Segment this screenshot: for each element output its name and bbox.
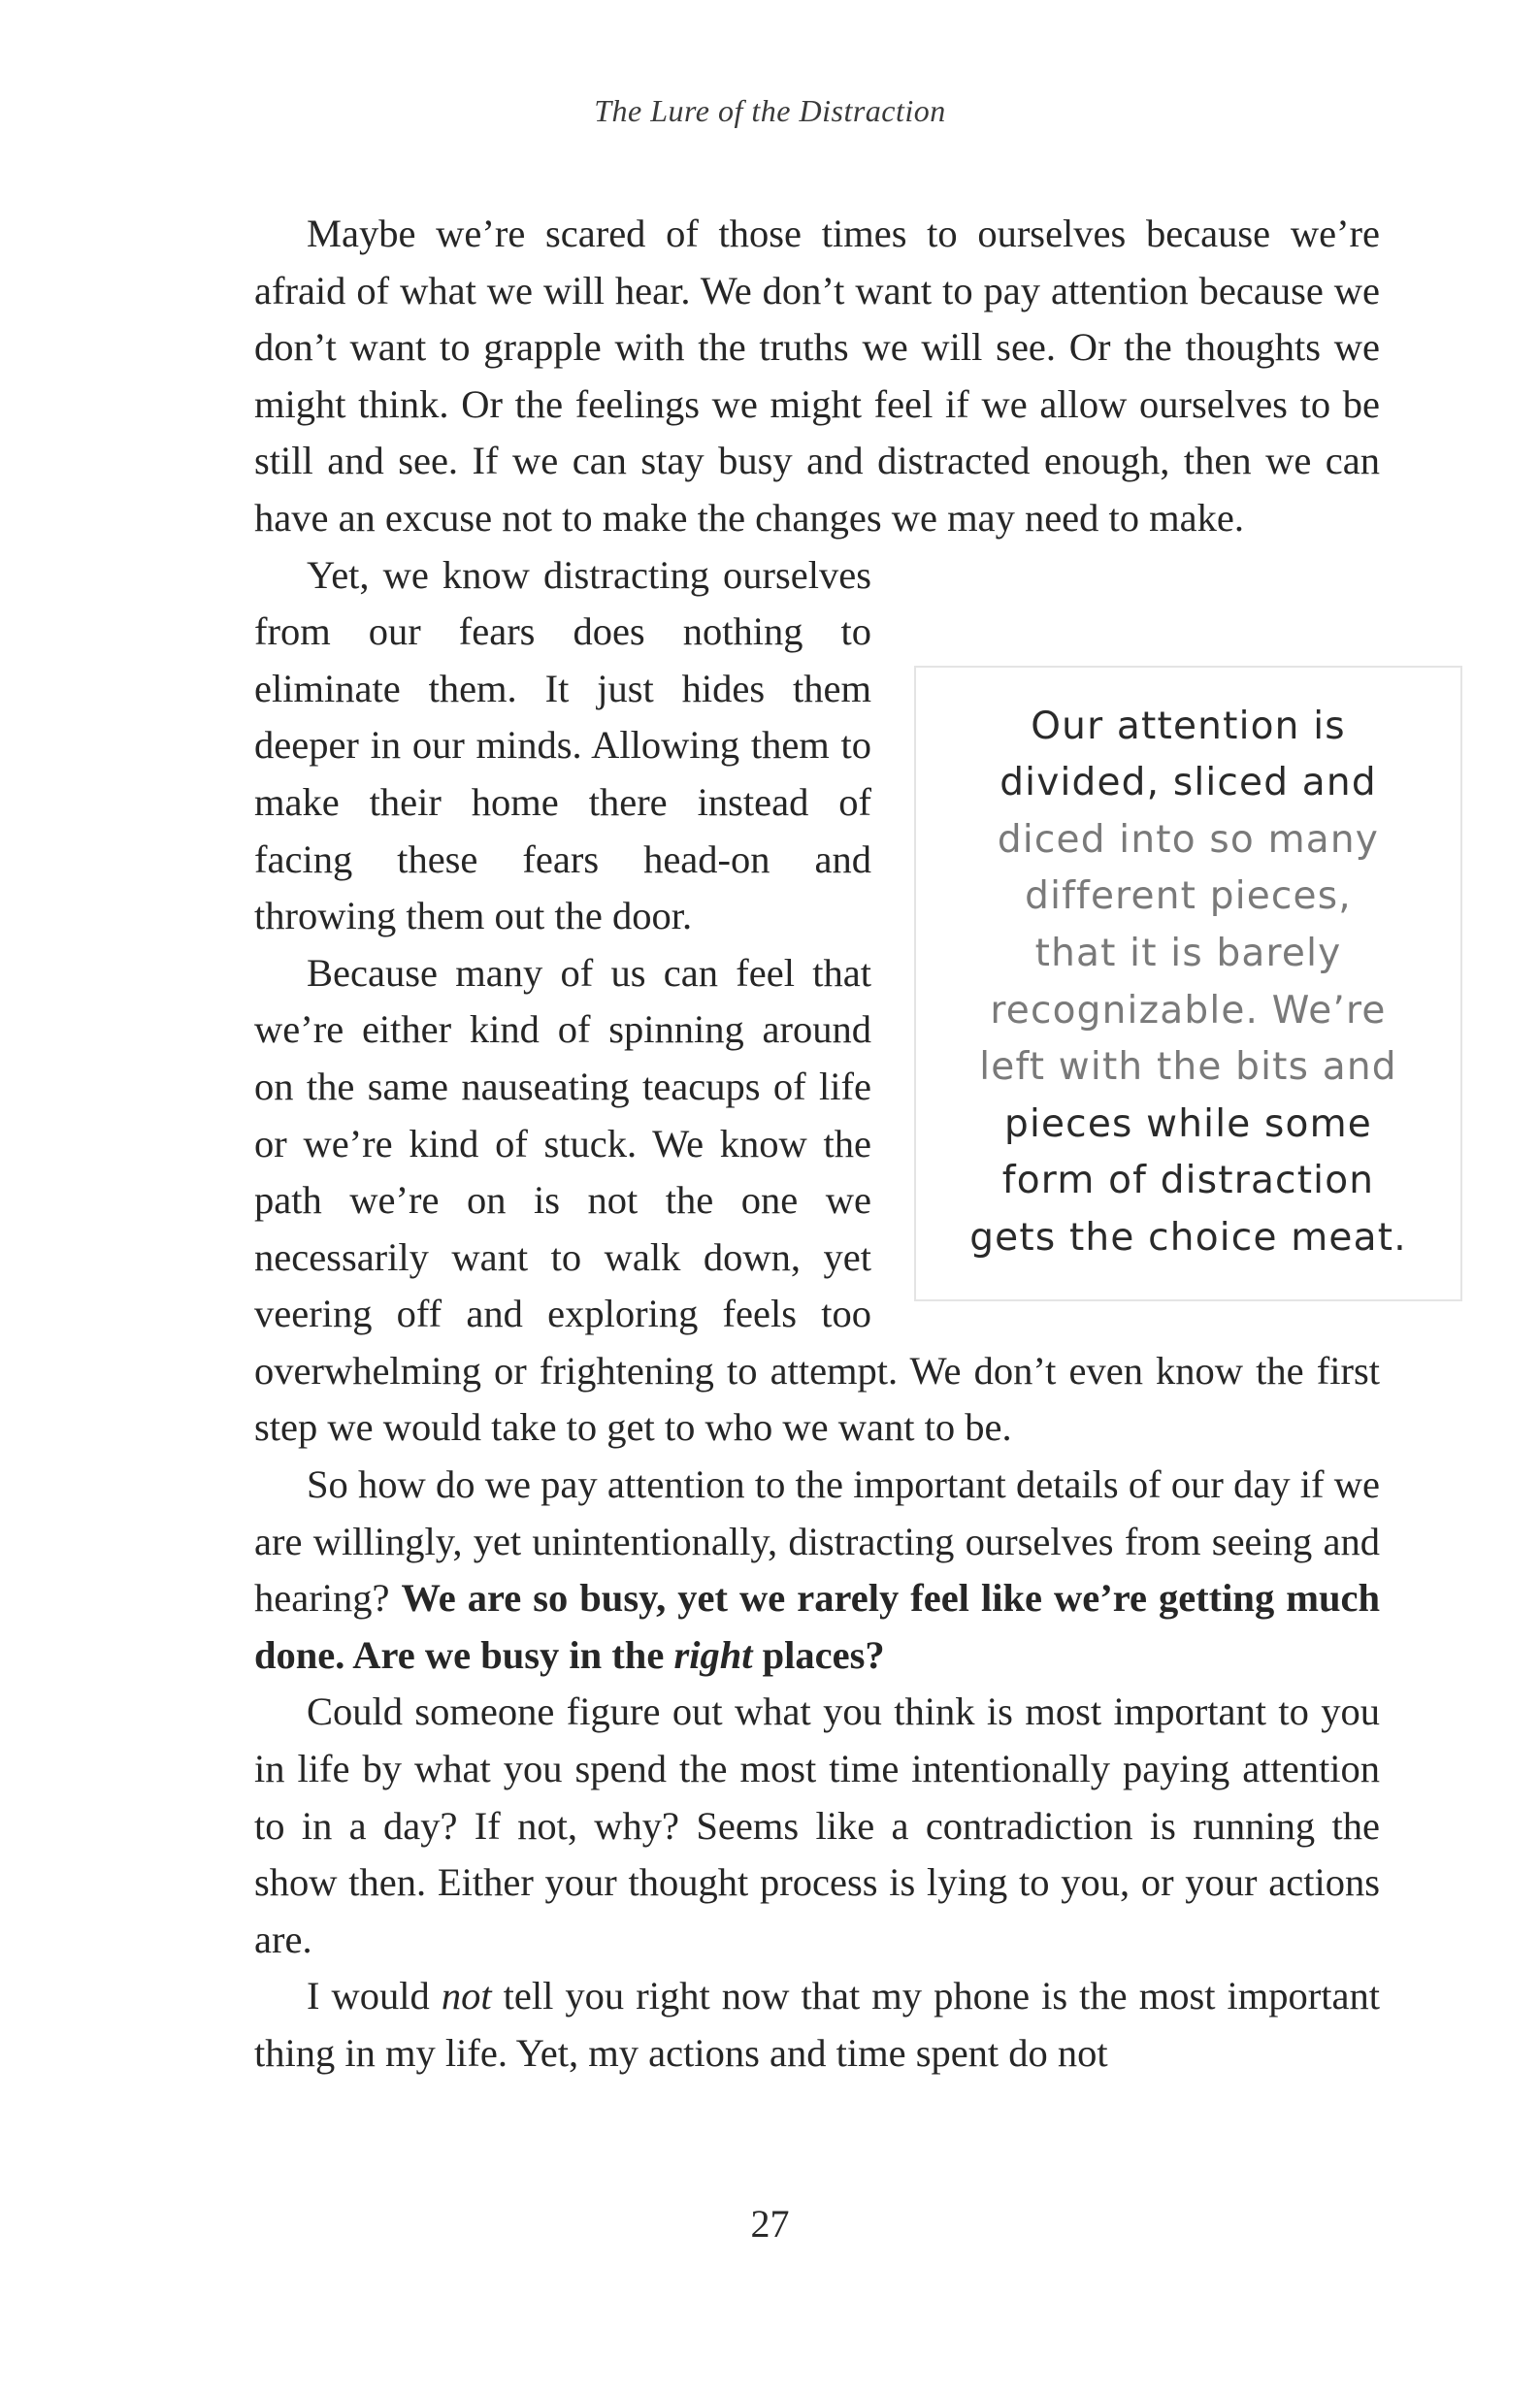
- paragraph-4-text: So how do we pay attention to the important details of our day if we are willingly, yet unintentionally, distracting ourselves from seeing and hearing?: [254, 1462, 1380, 1621]
- pull-quote-line: Our attention is: [1031, 704, 1346, 748]
- pull-quote-line: recognizable. We’re: [990, 988, 1387, 1033]
- pull-quote-line: diced into so many: [997, 817, 1380, 862]
- paragraph-4: [254, 1457, 1380, 1684]
- pull-quote-line: different pieces,: [1025, 874, 1352, 919]
- emphasis-right: right: [673, 1632, 753, 1677]
- paragraph-5: Could someone figure out what you think is most important to you in life by what you spend the most time intentionally paying attention to in a day? If not, why? Seems like a contradiction is running the show then. Either your thought process is lying to you, or your actions are.: [254, 1690, 1380, 1961]
- paragraph-4-emphasis: We are so busy, yet we rarely feel like we’re getting much done. Are we busy in the right places?: [254, 1576, 1380, 1677]
- pull-quote-line: divided, sliced and: [999, 761, 1377, 805]
- paragraph-3: Because many of us can feel that we’re either kind of spinning around on the same nauseating teacups of life or we’re kind of stuck. We know the path we’re on is not the one we necessarily want to walk down, yet veering off and exploring feels too overwhelming or frightening to attempt. We don’t even know the first step we would take to get to who we want to be.: [254, 950, 1380, 1450]
- paragraph-1: Maybe we’re scared of those times to ourselves because we’re afraid of what we will hear. We don’t want to pay attention because we don’t want to grapple with the truths we will see. Or the thoughts we might think. Or the feelings we might feel if we allow ourselves to be still and see. If we can stay busy and distracted enough, then we can have an excuse not to make the changes we may need to make.: [254, 212, 1380, 540]
- emphasis-not: not: [441, 1974, 492, 2018]
- page-number: 27: [750, 2202, 790, 2246]
- pull-quote: [914, 666, 1462, 1301]
- paragraph-6: I would not tell you right now that my phone is the most important thing in my life. Yet, my actions and time spent do not: [254, 1974, 1380, 2075]
- pull-quote-line: form of distraction: [1001, 1159, 1375, 1203]
- body-text: [254, 206, 1407, 2083]
- pull-quote-line: gets the choice meat.: [969, 1215, 1407, 1260]
- pull-quote-line: that it is barely: [1034, 931, 1342, 975]
- paragraph-2: Yet, we know distracting ourselves from our fears does nothing to eliminate them. It just hides them deeper in our minds. Allowing them to make their home there instead of facing these fears head-on and throwing them out the door.: [254, 552, 871, 938]
- running-head: The Lure of the Distraction: [594, 93, 946, 128]
- pull-quote-line: left with the bits and: [979, 1045, 1397, 1090]
- pull-quote-line: pieces while some: [1004, 1101, 1372, 1146]
